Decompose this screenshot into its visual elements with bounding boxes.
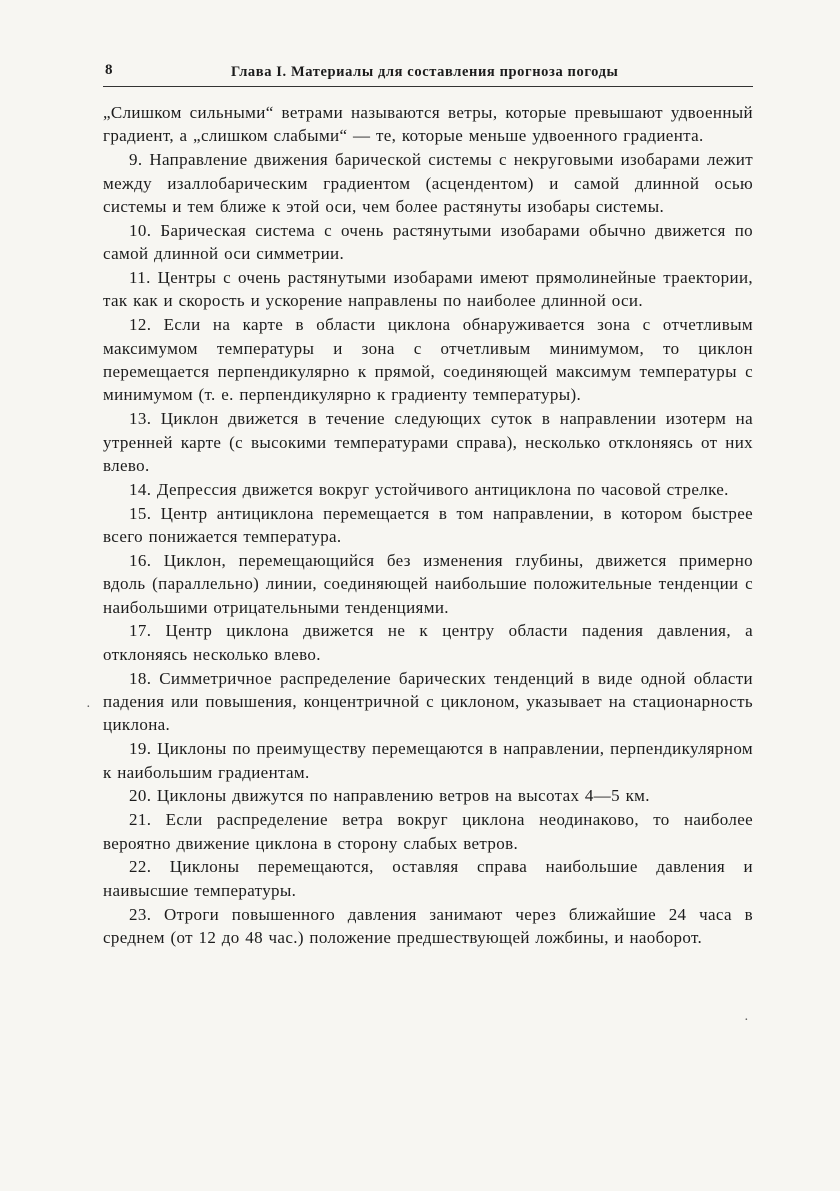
paragraph-15: 15. Центр антициклона перемещается в том направлении, в котором быстрее всего понижается температура. [103, 503, 753, 547]
paragraph-22: 22. Циклоны перемещаются, оставляя справа наибольшие давления и наивысшие температуры. [103, 857, 753, 900]
paragraph-19: 19. Циклоны по преимуществу перемещаются в направлении, перпендикулярном к наибольшим градиентам. [103, 739, 753, 782]
running-head: Глава I. Материалы для составления прогноза погоды [231, 64, 619, 80]
paragraph-18: 18. Симметричное распределение барических тенденций в виде одной области падения или повышения, концентричной с циклоном, указывает на стационарность циклона. [103, 668, 753, 735]
page-number: 8 [105, 62, 113, 78]
paragraph-13: 13. Циклон движется в течение следующих суток в направлении изотерм на утренней карте (с высокими температурами справа), несколько отклоняясь от них влево. [103, 409, 753, 476]
paragraph-20: 20. Циклоны движутся по направлению ветров на высотах 4—5 км. [129, 786, 650, 806]
paragraph-14: 14. Депрессия движется вокруг устойчивого антициклона по часовой стрелке. [129, 479, 729, 499]
body-text [103, 101, 753, 949]
paragraph-10: 10. Барическая система с очень растянутыми изобарами обычно движется по самой длинной оси симметрии. [103, 220, 753, 264]
paragraph-16: 16. Циклон, перемещающийся без изменения глубины, движется примерно вдоль (параллельно) линии, соединяющей наибольшие положительные тенденции с наибольшими отрицательными тенденциями. [103, 550, 753, 617]
paragraph-17: 17. Центр циклона движется не к центру области падения давления, а отклоняясь несколько влево. [103, 621, 753, 664]
paragraph-9: 9. Направление движения барической системы с некруговыми изобарами лежит между изаллобарическим градиентом (асцендентом) и самой длинной осью системы и тем ближе к этой оси, чем более растянуты изобары системы. [103, 150, 753, 217]
paragraph-11: 11. Центры с очень растянутыми изобарами имеют прямолинейные траектории, так как и скорость и ускорение направлены по наиболее длинной оси. [103, 268, 753, 311]
paragraph-12: 12. Если на карте в области циклона обнаруживается зона с отчетливым максимумом температуры и зона с отчетливым минимумом, то циклон перемещается перпендикулярно к прямой, соединяющей максимум температуры с минимумом (т. е. перпендикулярно к градиенту температуры). [103, 315, 753, 405]
paragraph-intro: „Слишком сильными“ ветрами называются ветры, которые превышают удвоенный градиент, а „слишком слабыми“ — те, которые меньше удвоенного градиента. [103, 103, 753, 146]
paragraph-21: 21. Если распределение ветра вокруг циклона неодинаково, то наиболее вероятно движение циклона в сторону слабых ветров. [103, 810, 753, 853]
margin-dot-right: · [744, 1013, 749, 1028]
page-header [103, 62, 753, 87]
paragraph-23: 23. Отроги повышенного давления занимают через ближайшие 24 часа в среднем (от 12 до 48 час.) положение предшествующей ложбины, и наоборот. [103, 904, 753, 948]
margin-dot: · [86, 700, 91, 715]
